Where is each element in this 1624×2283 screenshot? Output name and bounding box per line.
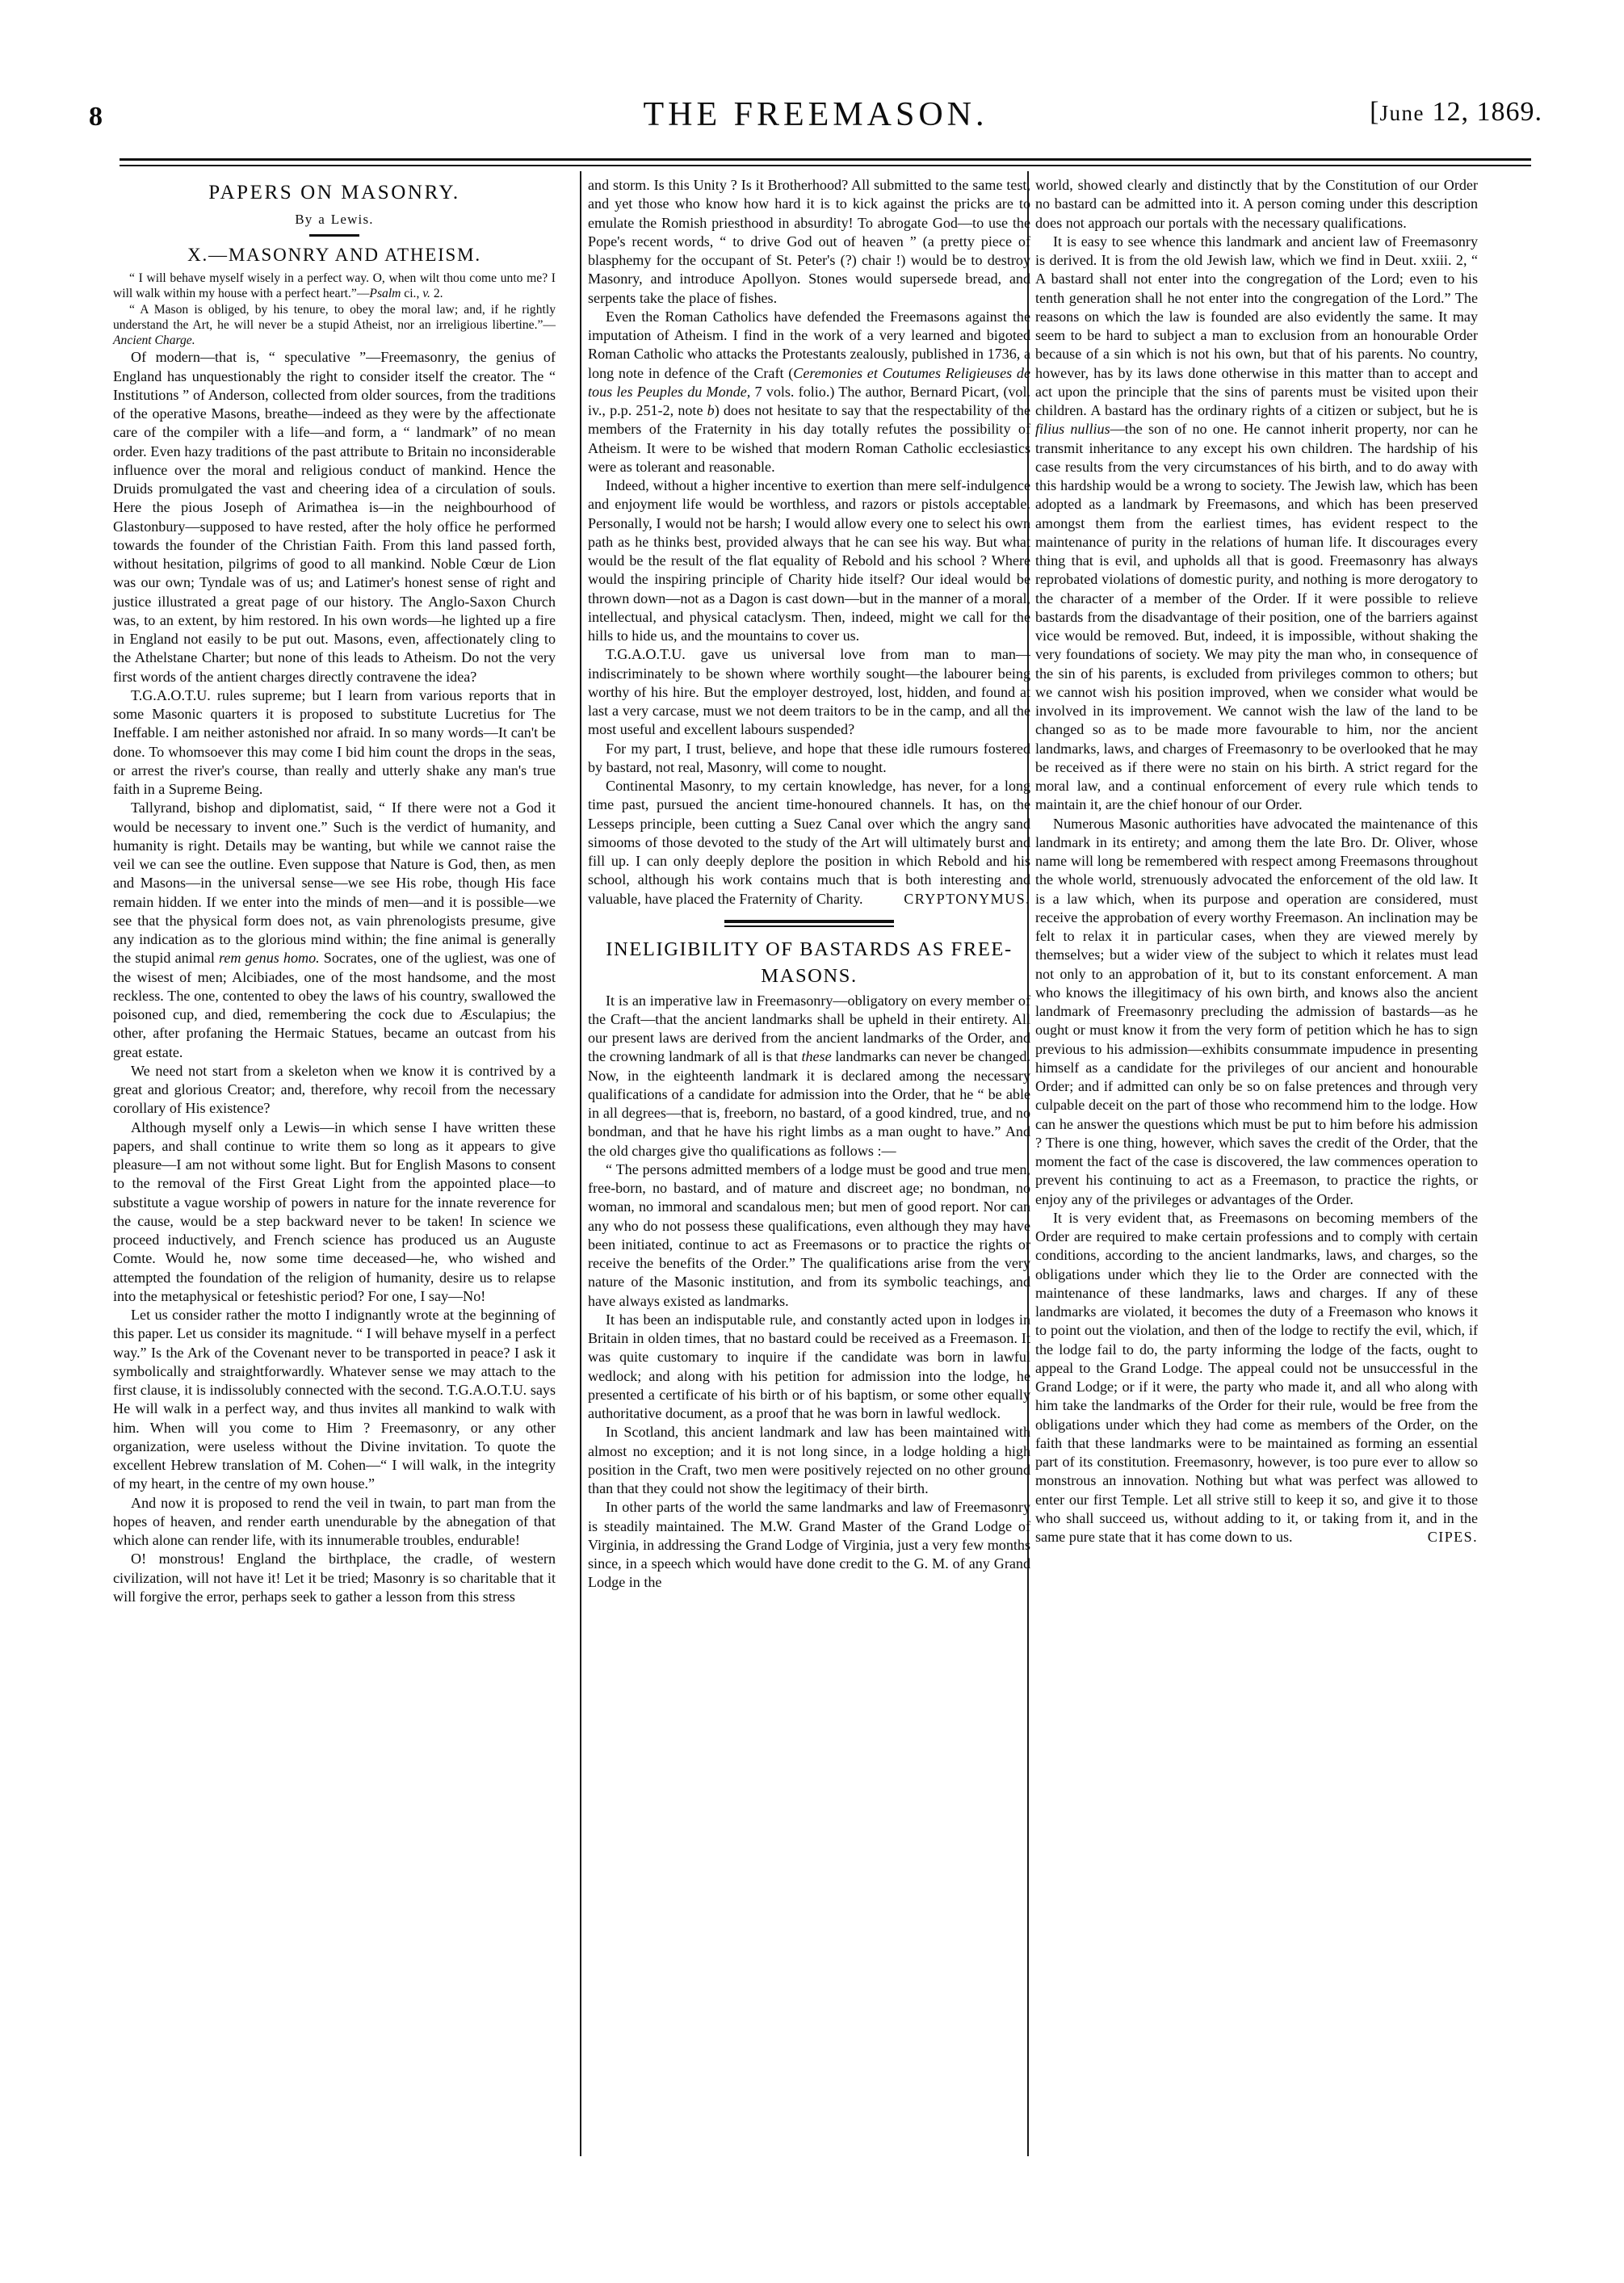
article-title-ineligibility-line2: MASONS. — [761, 965, 858, 988]
paragraph-with-signature — [588, 777, 1030, 909]
byline-article: a — [318, 211, 325, 227]
epigraph-charge-text: “ A Mason is obliged, by his tenure, to obey the moral law; and, if he rightly understand the Art, he will never be a stupid Atheist, nor an irreligious libertine.”— — [113, 302, 556, 332]
epigraph-psalm-verse-number: 2. — [430, 287, 443, 301]
issue-date — [1370, 97, 1542, 128]
emphasis-these: these — [801, 1048, 832, 1065]
paragraph: T.G.A.O.T.U. gave us universal love from man to man—indiscriminately to be shown where worthily sought—the labourer being worthy of his hire. But the employer destroyed, lost, hidden, and found at last a very carcase, must we not deem traitors to be in the camp, and all the most useful and excellent labours suspended? — [588, 646, 1030, 738]
issue-date-month: June — [1379, 101, 1425, 125]
epigraph-block — [113, 271, 556, 348]
paragraph-part: It is very evident that, as Freemasons on becoming members of the Order are required to make certain professions and to comply with certain conditions, according to the ancient landmarks, laws, and charges, so the obligations under which they lie to the Order are connected with the maintenance of these landmarks, laws and charges. If any of these landmarks are violated, it becomes the duty of a Freemason who knows it to point out the violation, and then of the lodge to rectify the evil, which, if the lodge fail to do, the party informing the lodge of the facts, ought to appeal to the Grand Lodge. The appeal could not be unsuccessful in the Grand Lodge; or if it were, the party who made it, and all who along with him take the landmarks of the Order for their rule, would be free from the obligations under which they had come as members of the Order, on the faith that these landmarks were to be maintained as forming an essential part of its constitution. Freemasonry, however, is too pure ever to allow so monstrous an innovation. Nothing but what was perfect was allowed to enter our first Temple. Let all strive still to keep it so, and give it to those who shall succeed us, without adding to it, or taking from it, and in the same pure state that it has come down to us. — [1035, 1209, 1478, 1545]
paragraph-part: Tallyrand, bishop and diplomatist, said, “ If there were not a God it would be necessary to invent one.” Such is the verdict of humanity, and humanity is right. Details may be wanting, but while we cannot raise the veil we can see the outline. Even suppose that Nature is God, then, as men and Masons—in the universal sense—we see His robe, though His face remain hidden. If we enter into the minds of men—and it is possible—we see that the physical form does not, as vain phrenologists presume, give any indication as to the glorious mind within; the fine animal is generally the stupid animal — [113, 799, 556, 967]
paragraph: For my part, I trust, believe, and hope that these idle rumours fostered by bastard, not real, Masonry, will come to nought. — [588, 740, 1030, 775]
byline-author: Lewis. — [330, 211, 374, 227]
column-divider-1 — [580, 171, 581, 2156]
paragraph — [113, 799, 556, 1062]
latin-phrase-filius-nullius: filius nullius — [1035, 421, 1110, 438]
epigraph-psalm-verse-label: v. — [422, 287, 430, 301]
article-title-ineligibility-line1: INELIGIBILITY OF BASTARDS AS FREE- — [606, 938, 1013, 960]
masthead-rule-lower — [120, 165, 1531, 166]
paragraph: Of modern—that is, “ speculative ”—Freemasonry, the genius of England has unquestionably the right to consider itself the creator. The “ Institutions ” of Anderson, collected from older sources, from the traditions of the operative Masons, breathe—indeed as they were by the affectionate care of the compiler with a life—and form, a “ landmark” of no mean order. Even hazy traditions of the past attribute to Britain no inconsiderable influence over the moral and religious conduct of mankind. Hence the Druids promulgated the vast and cheering idea of a circulation of souls. Here the pious Joseph of Arimathea is—in the neighbourhood of Glastonbury—supposed to have rested, after the holy office he performed towards the founder of the Christian Faith. From this land passed forth, without hesitation, pilgrims of good to all mankind. Noble Cœur de Lion was our own; Tyndale was of us; and Latimer's honest sense of right and justice illustrated a great page of our history. The Anglo-Saxon Church was, to an extent, by him restored. In his own words—he lighted up a fire in England not easily to be put out. Masons, even, affectionately cling to the Athelstane Charter; but none of this leads to Atheism. Do not the very first words of the antient charges directly contravene the idea? — [113, 349, 556, 685]
paragraph-part: —the son of no one. He cannot inherit property, nor can he transmit inheritance to any except his own children. The hardship of his case results from the very circumstances of his birth, and to do away with this hardship would be a wrong to society. The Jewish law, which has been adopted as a landmark by Freemasons, and which has been preserved amongst them from the earliest times, has evident respect to the maintenance of purity in the relations of human life. It discourages every thing that is evil, and upholds all that is good. Freemasonry has always reprobated violations of domestic purity, and nothing is more derogatory to the character of a member of the Order. If it were possible to relieve bastards from the disadvantage of their position, one of the barriers against vice would be removed. But, indeed, it is impossible, without shaking the very foundations of society. We may pity the man who, in consequence of the sin of his parents, is excluded from privileges common to others; but we cannot wish his position improved, when we consider what would be involved in its improvement. We cannot wish the law of the land to be changed so as to be made more favourable to him, nor the ancient landmarks, laws, and charges of Freemasonry to be overlooked that he may be received as if there were no stain on his birth. A strict regard for the moral law, and a continual enforcement of every rule which tends to maintain it, are the chief honour of our Order. — [1035, 421, 1478, 813]
paragraph-part: ) does not hesitate to say that the respectability of the members of the Fraternity in his day totally refutes the possibility of Atheism. It were to be wished that modern Roman Catholic ecclesiastics were as tolerant and reasonable. — [588, 402, 1030, 475]
paragraph: O! monstrous! England the birthplace, the cradle, of western civilization, will not have it! Let it be tried; Masonry is so charitable that it will forgive the error, perhaps seek to gather a lesson from this stress — [113, 1551, 556, 1605]
latin-phrase: rem genus homo. — [218, 950, 320, 967]
issue-date-rest: 12, 1869. — [1425, 97, 1542, 127]
paragraph-part: Even the Roman Catholics have defended the Freemasons against the imputation of Atheism. I find in the work of a very learned and bigoted Roman Catholic who attacks the Protestants zealously, published in 1736, a long note in defence of the Craft ( — [588, 308, 1030, 381]
byline-by: By — [295, 211, 313, 227]
paragraph — [588, 308, 1030, 476]
paragraph: Indeed, without a higher incentive to exertion than mere self-indulgence and enjoyment life would be worthless, and razors or pistols acceptable. Personally, I would not be harsh; I would allow every one to select his own path as he thinks best, provided always that he can see his way. But what would be the result of the flat equality of Rebold and his school ? Where would the inspiring principle of Charity hide itself? Our ideal would be thrown down—not as a Dagon is cast down—but in the manner of a moral, intellectual, and physical cataclysm. Then, indeed, might we call for the hills to hide us, and the mountains to cover us. — [588, 477, 1030, 644]
paragraph-part: It is easy to see whence this landmark and ancient law of Freemasonry is derived. It is from the old Jewish law, which we find in Deut. xxiii. 2, “ A bastard shall not enter into the congregation of the Lord; even to his tenth generation shall he not enter into the congregation of the Lord.” The reasons on which the law is founded are also evidently the same. It may seem to be hard to subject a man to exclusion from an honourable Order because of a sin which is not his own, but that of his parents. No country, however, has by its laws done otherwise in this matter than to accept and act upon the principle that the sins of parents must be visited upon their children. A bastard has the ordinary rights of a citizen or subject, but he is — [1035, 233, 1478, 418]
paragraph: Let us consider rather the motto I indignantly wrote at the beginning of this paper. Let us consider its magnitude. “ I will behave myself in a perfect way.” Is the Ark of the Covenant never to be transported in peace? I ask it symbolically and straightforwardly. Whatever sense we may attach to the first clause, it is indissolubly connected with the second. T.G.A.O.T.U. says He will walk in a perfect way, and thus invites all mankind to walk with him. When will you come to Him ? Freemasonry, or any other organization, were useless without the Divine invitation. To quote the excellent Hebrew translation of M. Cohen—“ I will walk, in the integrity of my heart, in the centre of my own house.” — [113, 1307, 556, 1492]
epigraph-psalm-source: Psalm — [369, 287, 401, 301]
paragraph: Numerous Masonic authorities have advocated the maintenance of this landmark in its entirety; and among them the late Bro. Dr. Oliver, whose name will long be remembered with respect among Freemasons throughout the whole world, strenuously advocated the enforcement of the old law. It is a law which, when its purpose and operation are considered, must receive the approbation of every worthy Freemason. An inclination may be felt to relax it in particular cases, when they are viewed merely by themselves; but a wider view of the subject to which it relates must lead not only to an approbation of it, but to its constant enforcement. A man who knows the illegitimacy of his own birth, and knows also the ancient landmark of Freemasonry precluding the admission of bastards—as he ought or must know it from the very form of petition which he has to sign previous to his admission—exhibits consummate impudence in presenting himself as a candidate for the privileges of our ancient and honourable Order; and if admitted can only be so on false pretences and through very culpable deceit on the part of those who recommend him to the lodge. How can he answer the questions which must be put to him before his admission ? There is one thing, however, which saves the credit of the Order, that the moment the fact of the case is discovered, the law commences operation to prevent his continuing to act as a Freemason, to practice the rights, or enjoy any of the privileges or advantages of the Order. — [1035, 815, 1478, 1207]
paragraph — [1035, 233, 1478, 815]
paragraph-with-signature — [1035, 1209, 1478, 1547]
article-signature-cipes: CIPES. — [1427, 1529, 1478, 1545]
epigraph-ancient-charge — [113, 302, 556, 349]
column-3 — [1035, 176, 1478, 1546]
epigraph-psalm — [113, 271, 556, 302]
article-separator-rule — [724, 920, 894, 927]
column-2 — [588, 176, 1030, 1593]
paragraph-part: It is an imperative law in Freemasonry—obligatory on every member of the Craft—that the ancient landmarks shall be upheld in their entirety. All our present laws are derived from the ancient landmarks of the Order, and the crowning landmark of all is that — [588, 992, 1030, 1065]
paragraph: And now it is proposed to rend the veil in twain, to part man from the hopes of heaven, and render earth unendurable by the abnegation of that which alone can render life, with its innumerable troubles, endurable! — [113, 1494, 556, 1549]
article-title-papers-on-masonry: PAPERS ON MASONRY. — [208, 182, 460, 204]
paragraph: Although myself only a Lewis—in which sense I have written these papers, and shall continue to write them so long as it appears to give pleasure—I am not without some light. But for English Masons to consent to the removal of the First Great Light from the appointed place—to substitute a vague worship of powers in nature for the innate reverence for the cause, would be a step backward never to be taken! In science we proceed inductively, and French science has produced us an Auguste Comte. Would he, now some time deceased—he, who wished and attempted the foundation of the religion of humanity, desire us to relapse into the metaphysical or feteshistic period? For one, I say—No! — [113, 1118, 556, 1304]
paragraph-part: 7 vols. folio.) The author, Bernard Picart, (vol. iv., p.p. 251-2, note — [588, 383, 1030, 418]
page-number: 8 — [89, 102, 103, 132]
paragraph: “ The persons admitted members of a lodge must be good and true men, free-born, no bastard, and of mature and discreet age; no bondman, no woman, no immoral and scandalous men; but men of good report. Nor can any who do not possess these qualifications, even although they may have been initiated, continue to act as Freemasons or to practice the rights or receive the benefits of the Order.” The qualifications arise from the very nature of the Masonic institution, and from its symbolic teachings, and have always existed as landmarks. — [588, 1160, 1030, 1309]
epigraph-psalm-ref: ci., — [401, 287, 423, 301]
byline-rule — [309, 234, 359, 237]
paragraph: world, showed clearly and distinctly that by the Constitution of our Order no bastard can be admitted into it. A person coming under this description does not approach our portals with the necessary qualifications. — [1035, 177, 1478, 231]
book-title: Ceremonies et Coutumes Religieuses de tous les Peuples du Monde, — [588, 364, 1030, 400]
article-byline — [113, 208, 556, 229]
paragraph: In Scotland, this ancient landmark and law has been maintained with almost no exception; and it is not long since, in a lodge holding a high position in the Craft, two men were positively rejected on no other ground than that they could not show the legitimacy of their birth. — [588, 1424, 1030, 1497]
paragraph: In other parts of the world the same landmarks and law of Freemasonry is steadily maintained. The M.W. Grand Master of the Grand Lodge of Virginia, in addressing the Grand Lodge of Virginia, just a very few months since, in a speech which would have done credit to the G. M. of any Grand Lodge in the — [588, 1499, 1030, 1591]
issue-date-bracket: [ — [1370, 97, 1380, 127]
note-ref: b — [707, 402, 715, 418]
publication-title: THE FREEMASON. — [643, 96, 988, 133]
column-1 — [113, 176, 556, 1606]
paragraph-part: landmarks can never be changed. Now, in the eighteenth landmark it is declared among the necessary qualifications of a candidate for admission into the Order, that he “ be able in all degrees—that is, freeborn, no bastard, of a good kindred, true, and no bondman, and that he have his right limbs as a man ought to have.” And the old charges give tho qualifications as follows :— — [588, 1048, 1030, 1159]
paragraph-part: Socrates, one of the ugliest, was one of the wisest of men; Alcibiades, one of the most handsome, and the most reckless. The one, contented to obey the laws of his country, swallowed the poisoned cup, and died, remembering the cock due to Æsculapius; the other, after profaning the Hermaic Statues, became an outcast from his great estate. — [113, 950, 556, 1060]
paragraph-part: Continental Masonry, to my certain knowledge, has never, for a long time past, pursued the ancient time-honoured channels. It has, on the Lesseps principle, been cutting a Suez Canal over which the angry sand simooms of those devoted to the study of the Art will ultimately burst and fill up. I can only deeply deplore the position in which Rebold and his school, although his work contains much that is both interesting and valuable, have placed the Fraternity of Charity. — [588, 778, 1030, 907]
paragraph: and storm. Is this Unity ? Is it Brotherhood? All submitted to the same test, and yet those who know how hard it is to kick against the pricks are to emulate the Romish priesthood in absurdity! To abrogate God—to use the Pope's recent words, “ to drive God out of heaven ” (a pretty piece of blasphemy for the occupant of St. Peter's (?) chair !) would be to destroy Masonry, and introduce Apollyon. Stones would supersede bread, and serpents take the place of fishes. — [588, 177, 1030, 306]
paragraph: We need not start from a skeleton when we know it is contrived by a great and glorious Creator; and, therefore, why recoil from the necessary corollary of His existence? — [113, 1062, 556, 1117]
masthead-rule-upper — [120, 158, 1531, 161]
section-title-masonry-and-atheism: X.—MASONRY AND ATHEISM. — [187, 245, 481, 266]
paragraph: T.G.A.O.T.U. rules supreme; but I learn from various reports that in some Masonic quarters it is proposed to substitute Lucretius for The Ineffable. I am neither astonished nor afraid. In so many words—It can't be done. To whomsoever this may come I bid him count the drops in the seas, or arrest the river's course, than really and utterly shake any man's true faith in a Supreme Being. — [113, 686, 556, 798]
article-signature-cryptonymus: CRYPTONYMUS. — [904, 890, 1030, 907]
epigraph-charge-source: Ancient Charge. — [113, 334, 195, 348]
masthead — [89, 95, 1542, 152]
epigraph-psalm-text: “ I will behave myself wisely in a perfect way. O, when wilt thou come unto me? I will walk within my house with a perfect heart.”— — [113, 271, 556, 301]
paragraph — [588, 992, 1030, 1160]
paragraph: It has been an indisputable rule, and constantly acted upon in lodges in Britain in olden times, that no bastard could be received as a Freemason. It was quite customary to inquire if the candidate was born in lawful wedlock; and along with his petition for admission into the lodge, he presented a certificate of his birth or of his baptism, or some other equally authoritative document, as a proof that he was born in lawful wedlock. — [588, 1311, 1030, 1422]
